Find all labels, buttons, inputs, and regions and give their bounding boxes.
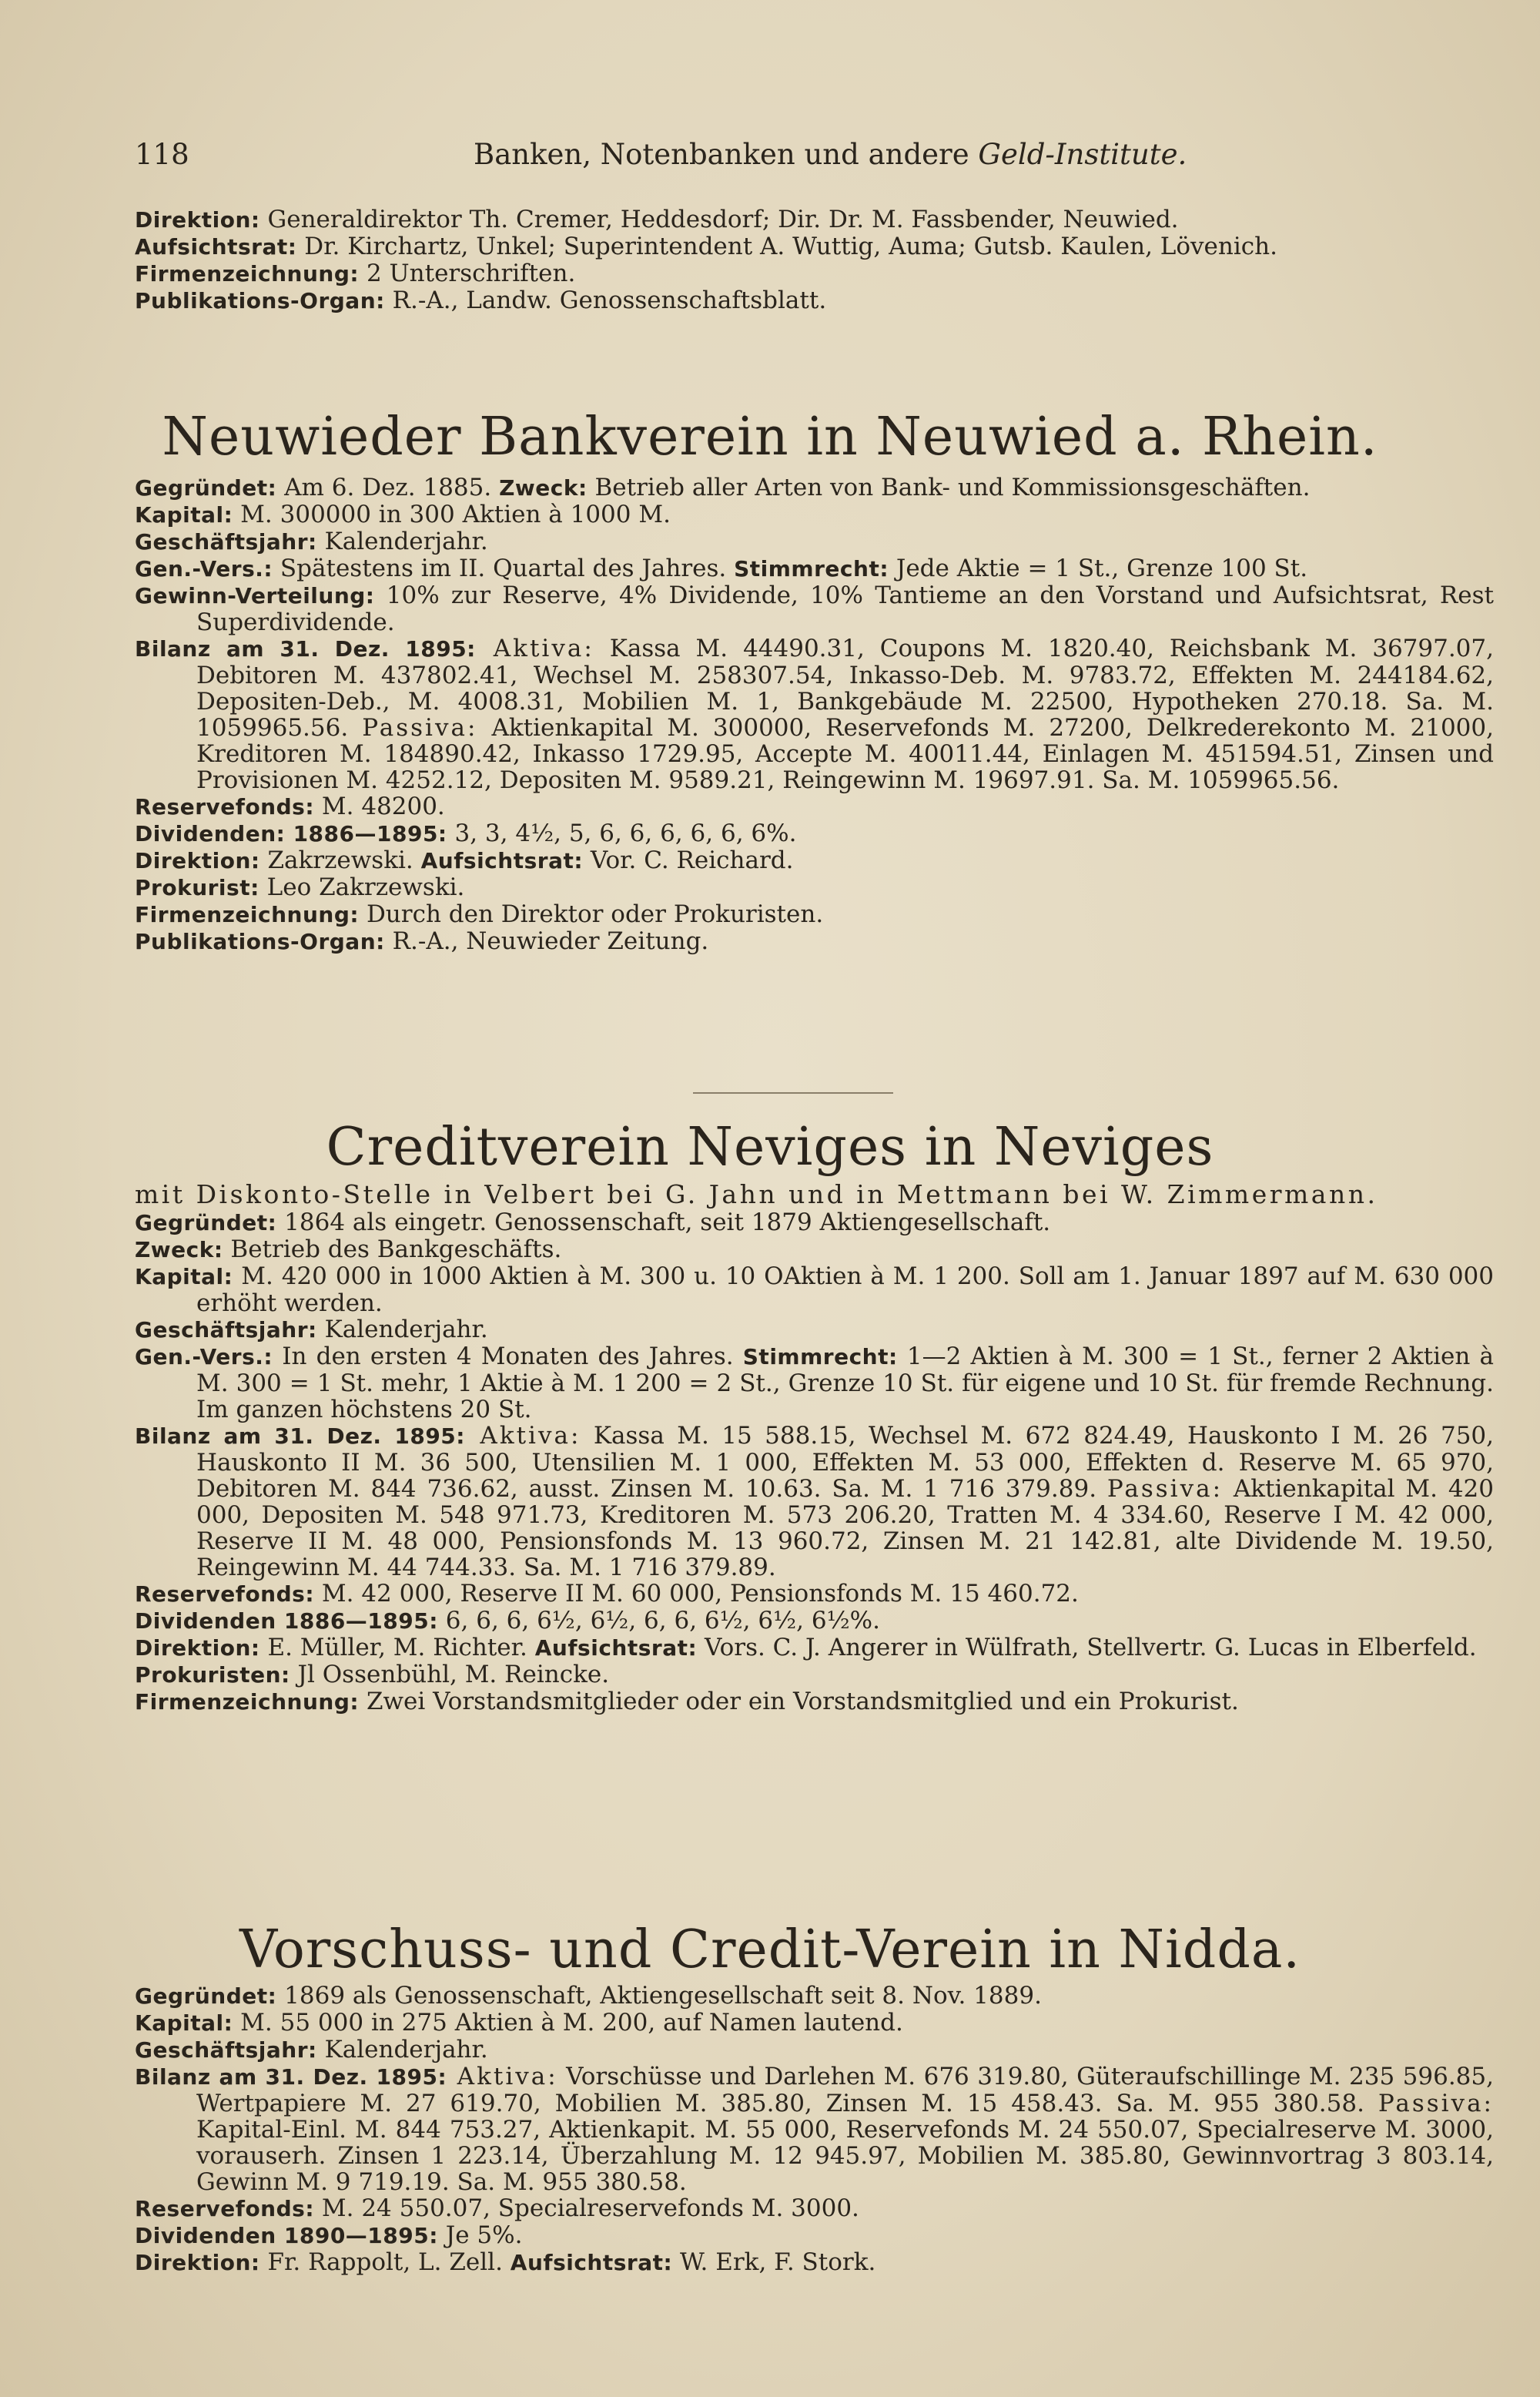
field-text: Leo Zakrzewski. (259, 873, 465, 901)
field-text: Aktiva: (475, 635, 594, 662)
entry-title-neuwied: Neuwieder Bankverein in Neuwied a. Rhein. (162, 407, 1378, 468)
balance-sheet-neviges (135, 1423, 1494, 1581)
entry-neviges (135, 1180, 1494, 1715)
entry-title-neviges: Creditverein Neviges in Neviges (326, 1117, 1214, 1178)
prev-firmenzeichnung (135, 260, 1494, 287)
field-label: Gen.-Vers.: (135, 1344, 273, 1369)
field-label: Kapital: (135, 2010, 233, 2036)
entry-line (135, 1209, 1494, 1236)
running-title: Banken, Notenbanken und andere Geld-Institute. (474, 138, 1187, 171)
entry-line (135, 2222, 1494, 2249)
field-label: Firmenzeichnung: (135, 261, 360, 287)
entry-line (135, 1263, 1494, 1316)
field-label: Direktion: (135, 207, 260, 233)
field-label: Gen.-Vers.: (135, 556, 273, 582)
field-text: Zakrzewski. (259, 846, 421, 874)
field-label: Dividenden 1890—1895: (135, 2223, 438, 2248)
field-text: Jl Ossenbühl, M. Reincke. (290, 1661, 610, 1688)
entry-line (135, 1607, 1494, 1634)
entry-line (135, 793, 1494, 820)
field-label: Bilanz am 31. Dez. 1895: (135, 1423, 465, 1449)
field-text: In den ersten 4 Monaten des Jahres. (273, 1343, 743, 1370)
field-text: Spätestens im II. Quartal des Jahres. (273, 555, 735, 582)
field-text: M. 42 000, Reserve II M. 60 000, Pensionsfonds M. 15 460.72. (314, 1580, 1079, 1607)
field-label: Dividenden: 1886—1895: (135, 821, 447, 846)
entry-line (135, 2010, 1494, 2037)
field-text: Kassa M. 15 588.15, Wechsel M. 672 824.49, Hauskonto I M. 26 750, Hauskonto II M. 36 500, Utensilien M. 1 000, Effekten M. 53 000, Effekten d. Reserve M. 65 970, Debitoren M. 844 736.62, ausst. Zinsen M. 10.63. Sa. M. 1 716 379.89. (196, 1422, 1494, 1503)
entry-line (135, 874, 1494, 901)
field-label: Direktion: (135, 848, 260, 873)
field-text: Jede Aktie = 1 St., Grenze 100 St. (889, 555, 1308, 582)
field-label: Aufsichtsrat: (135, 234, 297, 260)
field-text: Zwei Vorstandsmitglieder oder ein Vorstandsmitglied und ein Prokurist. (359, 1688, 1239, 1715)
field-text: W. Erk, F. Stork. (672, 2248, 876, 2276)
field-text: Kassa M. 44490.31, Coupons M. 1820.40, Reichsbank M. 36797.07, Debitoren M. 437802.41, Wechsel M. 258307.54, Inkasso-Deb. M. 9783.72, Effekten M. 244184.62, Depositen-Deb., M. 4008.31, Mobilien M. 1, Bankgebäude M. 22500, Hypotheken 270.18. Sa. M. 1059965.56. (196, 635, 1494, 742)
field-label: Gegründet: (135, 475, 277, 501)
field-label: Zweck: (499, 475, 588, 501)
field-text: E. Müller, M. Richter. (259, 1634, 535, 1661)
field-text: M. 48200. (314, 793, 445, 820)
field-label: Kapital: (135, 1264, 233, 1289)
entry-line (135, 1661, 1494, 1688)
page-number: 118 (135, 138, 189, 171)
field-text: Je 5%. (437, 2221, 523, 2249)
field-text: 1869 als Genossenschaft, Aktiengesellschaft seit 8. Nov. 1889. (276, 1982, 1042, 2010)
entry-line (135, 2195, 1494, 2222)
field-text: Passiva: (1378, 2090, 1494, 2117)
field-label: Gegründet: (135, 1210, 277, 1235)
entry-line (135, 928, 1494, 955)
entry-line (135, 820, 1494, 847)
field-label: Geschäftsjahr: (135, 1317, 317, 1343)
field-text: R.-A., Landw. Genossenschaftsblatt. (384, 287, 827, 314)
field-text: Betrieb aller Arten von Bank- und Kommissionsgeschäften. (587, 474, 1311, 501)
entry-line (135, 528, 1494, 555)
field-label: Bilanz am 31. Dez. 1895: (135, 2064, 447, 2090)
entry-line (135, 501, 1494, 528)
field-label: Aufsichtsrat: (534, 1635, 698, 1661)
field-text: Kalenderjahr. (316, 1316, 488, 1343)
field-text: Vorschüsse und Darlehen M. 676 319.80, Güteraufschillinge M. 235 596.85, Wertpapiere M. 27 619.70, Mobilien M. 385.80, Zinsen M. 15 458.43. Sa. M. 955 380.58. (196, 2063, 1494, 2117)
entry-line (135, 1983, 1494, 2010)
entry-line (135, 1343, 1494, 1423)
field-label: Stimmrecht: (734, 556, 889, 582)
field-text: Durch den Direktor oder Prokuristen. (359, 900, 824, 928)
field-label: Gewinn-Verteilung: (135, 583, 375, 608)
running-head (135, 136, 1382, 174)
field-label: Geschäftsjahr: (135, 2037, 317, 2063)
field-text: Kapital-Einl. M. 844 753.27, Aktienkapit. M. 55 000, Reservefonds M. 24 550.07, Specialreserve M. 3000, vorauserh. Zinsen 1 223.14, Überzahlung M. 12 945.97, Mobilien M. 385.80, Gewinnvortrag 3 803.14, Gewinn M. 9 719.19. Sa. M. 955 380.58. (196, 2116, 1494, 2196)
field-label: Prokurist: (135, 875, 259, 900)
field-label: Gegründet: (135, 1983, 277, 2009)
field-text: M. 55 000 in 275 Aktien à M. 200, auf Namen lautend. (233, 2009, 903, 2037)
field-text: Kalenderjahr. (316, 528, 488, 555)
field-text: Generaldirektor Th. Cremer, Heddesdorf; Dir. Dr. M. Fassbender, Neuwied. (259, 206, 1179, 233)
section-divider (693, 1092, 893, 1094)
field-text: Vors. C. J. Angerer in Wülfrath, Stellvertr. G. Lucas in Elberfeld. (697, 1634, 1477, 1661)
field-label: Stimmrecht: (742, 1344, 898, 1369)
field-text: Passiva: (1106, 1475, 1224, 1503)
prev-entry (135, 206, 1494, 314)
field-label: Firmenzeichnung: (135, 902, 360, 927)
field-text: Passiva: (362, 714, 478, 742)
field-label: Aufsichtsrat: (510, 2250, 673, 2275)
field-text: Aktienkapital M. 300000, Reservefonds M. 27200, Delkrederekonto M. 21000, Kreditoren M. 184890.42, Inkasso 1729.95, Accepte M. 40011.44, Einlagen M. 451594.51, Zinsen und Provisionen M. 4252.12, Depositen M. 9589.21, Reingewinn M. 19697.91. Sa. M. 1059965.56. (196, 714, 1494, 794)
field-text: Fr. Rappolt, L. Zell. (259, 2248, 511, 2276)
field-text: Dr. Kirchartz, Unkel; Superintendent A. Wuttig, Auma; Gutsb. Kaulen, Lövenich. (296, 233, 1277, 260)
field-label: Zweck: (135, 1237, 223, 1262)
field-text: M. 300000 in 300 Aktien à 1000 M. (233, 501, 671, 528)
field-text: Betrieb des Bankgeschäfts. (223, 1235, 562, 1263)
prev-publikations-organ (135, 287, 1494, 314)
prev-aufsichtsrat (135, 233, 1494, 260)
field-text: Am 6. Dez. 1885. (276, 474, 500, 501)
entry-neuwied (135, 474, 1494, 955)
field-text: M. 24 550.07, Specialreservefonds M. 3000. (314, 2194, 859, 2222)
entry-line (135, 474, 1494, 501)
entry-nidda (135, 1983, 1494, 2276)
field-label: Direktion: (135, 2250, 260, 2275)
entry-line (135, 1634, 1494, 1661)
field-label: Dividenden 1886—1895: (135, 1608, 438, 1634)
balance-sheet-neuwied (135, 635, 1494, 793)
field-label: Aufsichtsrat: (420, 848, 584, 873)
entry-line (135, 847, 1494, 874)
field-text: 6, 6, 6, 6½, 6½, 6, 6, 6½, 6½, 6½%. (437, 1607, 880, 1634)
field-label: Firmenzeichnung: (135, 1689, 360, 1715)
field-text: Aktienkapital M. 420 000, Depositen M. 548 971.73, Kreditoren M. 573 206.20, Tratten M. 4 334.60, Reserve I M. 42 000, Reserve II M. 48 000, Pensionsfonds M. 13 960.72, Zinsen M. 21 142.81, alte Dividende M. 19.50, Reingewinn M. 44 744.33. Sa. M. 1 716 379.89. (196, 1475, 1495, 1581)
entry-line (135, 1316, 1494, 1343)
field-text: 1864 als eingetr. Genossenschaft, seit 1879 Aktiengesellschaft. (276, 1209, 1051, 1236)
field-text: Vor. C. Reichard. (583, 846, 794, 874)
entry-line (135, 1236, 1494, 1263)
entry-line (135, 901, 1494, 928)
field-text: Aktiva: (464, 1422, 581, 1450)
field-label: Prokuristen: (135, 1662, 290, 1688)
field-text: M. 420 000 in 1000 Aktien à M. 300 u. 10 OAktien à M. 1 200. Soll am 1. Januar 1897 auf M. 630 000 erhöht werden. (196, 1262, 1494, 1317)
field-text: Aktiva: (447, 2063, 558, 2090)
balance-sheet-nidda (135, 2063, 1494, 2195)
entry-title-nidda: Vorschuss- und Credit-Verein in Nidda. (239, 1919, 1301, 1980)
entry-line (135, 1581, 1494, 1607)
prev-direktion (135, 206, 1494, 233)
field-label: Direktion: (135, 1635, 260, 1661)
field-label: Publikations-Organ: (135, 288, 385, 313)
field-text: 10% zur Reserve, 4% Dividende, 10% Tantieme an den Vorstand und Aufsichtsrat, Rest Superdividende. (196, 582, 1494, 636)
field-label: Reservefonds: (135, 2196, 315, 2221)
entry-line (135, 1688, 1494, 1715)
field-label: Reservefonds: (135, 794, 315, 820)
field-label: Publikations-Organ: (135, 929, 385, 954)
entry-line (135, 2249, 1494, 2276)
field-label: Reservefonds: (135, 1581, 315, 1607)
field-text: Kalenderjahr. (316, 2036, 488, 2063)
field-text: 2 Unterschriften. (359, 260, 576, 287)
field-text: 3, 3, 4½, 5, 6, 6, 6, 6, 6, 6%. (447, 820, 797, 847)
field-text: 1—2 Aktien à M. 300 = 1 St., ferner 2 Aktien à M. 300 = 1 St. mehr, 1 Aktie à M. 1 200 = 2 St., Grenze 10 St. für eigene und 10 St. für fremde Rechnung. Im ganzen höchstens 20 St. (196, 1343, 1494, 1423)
entry-subtitle-neviges: mit Diskonto-Stelle in Velbert bei G. Jahn und in Mettmann bei W. Zimmermann. (135, 1179, 1378, 1209)
field-text: R.-A., Neuwieder Zeitung. (384, 927, 709, 955)
field-label: Geschäftsjahr: (135, 529, 317, 555)
entry-line (135, 2037, 1494, 2063)
field-label: Kapital: (135, 502, 233, 528)
entry-line (135, 582, 1494, 635)
entry-line (135, 555, 1494, 582)
field-label: Bilanz am 31. Dez. 1895: (135, 636, 476, 662)
